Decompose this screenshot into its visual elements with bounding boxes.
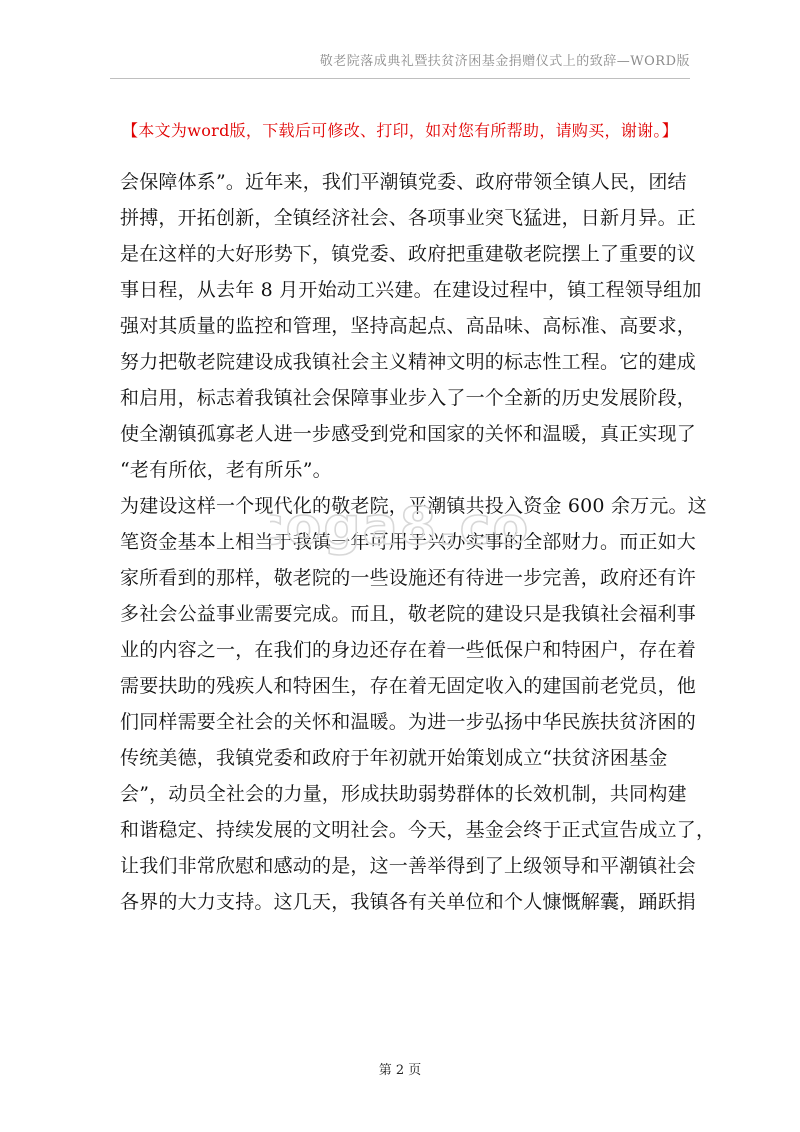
body-line: 会保障体系”。近年来，我们平潮镇党委、政府带领全镇人民，团结 <box>120 171 687 193</box>
body-line: 笔资金基本上相当于我镇一年可用于兴办实事的全部财力。而正如大 <box>120 531 697 553</box>
body-line: 为建设这样一个现代化的敬老院，平潮镇共投入资金 600 余万元。这 <box>120 495 707 517</box>
body-line: 和谐稳定、持续发展的文明社会。今天，基金会终于正式宣告成立了， <box>120 819 716 841</box>
body-line: 强对其质量的监控和管理，坚持高起点、高品味、高标准、高要求， <box>120 315 697 337</box>
watermark-text: oga8.co <box>285 497 530 557</box>
document-body <box>120 164 716 920</box>
body-line: 多社会公益事业需要完成。而且，敬老院的建设只是我镇社会福利事 <box>120 603 697 625</box>
body-line: 们同样需要全社会的关怀和温暖。为进一步弘扬中华民族扶贫济困的 <box>120 711 697 733</box>
body-line: 让我们非常欣慰和感动的是，这一善举得到了上级领导和平潮镇社会 <box>120 855 697 877</box>
download-notice: 【本文为word版，下载后可修改、打印，如对您有所帮助，请购买，谢谢。】 <box>122 121 679 140</box>
body-line: 业的内容之一，在我们的身边还存在着一些低保户和特困户，存在着 <box>120 639 697 661</box>
body-line: 会”，动员全社会的力量，形成扶助弱势群体的长效机制，共同构建 <box>120 783 687 805</box>
body-line: 和启用，标志着我镇社会保障事业步入了一个全新的历史发展阶段， <box>120 387 697 409</box>
body-line: 努力把敬老院建设成我镇社会主义精神文明的标志性工程。它的建成 <box>120 351 697 373</box>
body-line: “老有所依，老有所乐”。 <box>120 459 332 481</box>
running-header: 敬老院落成典礼暨扶贫济困基金捐赠仪式上的致辞—WORD版 <box>319 54 690 69</box>
body-line: 是在这样的大好形势下，镇党委、政府把重建敬老院摆上了重要的议 <box>120 243 697 265</box>
body-line: 传统美德，我镇党委和政府于年初就开始策划成立“扶贫济困基金 <box>120 747 668 769</box>
page-number: 第 2 页 <box>378 1063 422 1078</box>
body-line: 各界的大力支持。这几天，我镇各有关单位和个人慷慨解囊，踊跃捐 <box>120 891 697 913</box>
body-line: 使全潮镇孤寡老人进一步感受到党和国家的关怀和温暖，真正实现了 <box>120 423 697 445</box>
body-line: 需要扶助的残疾人和特困生，存在着无固定收入的建国前老党员，他 <box>120 675 697 697</box>
header-divider <box>110 78 690 79</box>
body-line: 家所看到的那样，敬老院的一些设施还有待进一步完善，政府还有许 <box>120 567 697 589</box>
body-line: 拼搏，开拓创新，全镇经济社会、各项事业突飞猛进，日新月异。正 <box>120 207 697 229</box>
body-line: 事日程，从去年 8 月开始动工兴建。在建设过程中，镇工程领导组加 <box>120 279 702 301</box>
